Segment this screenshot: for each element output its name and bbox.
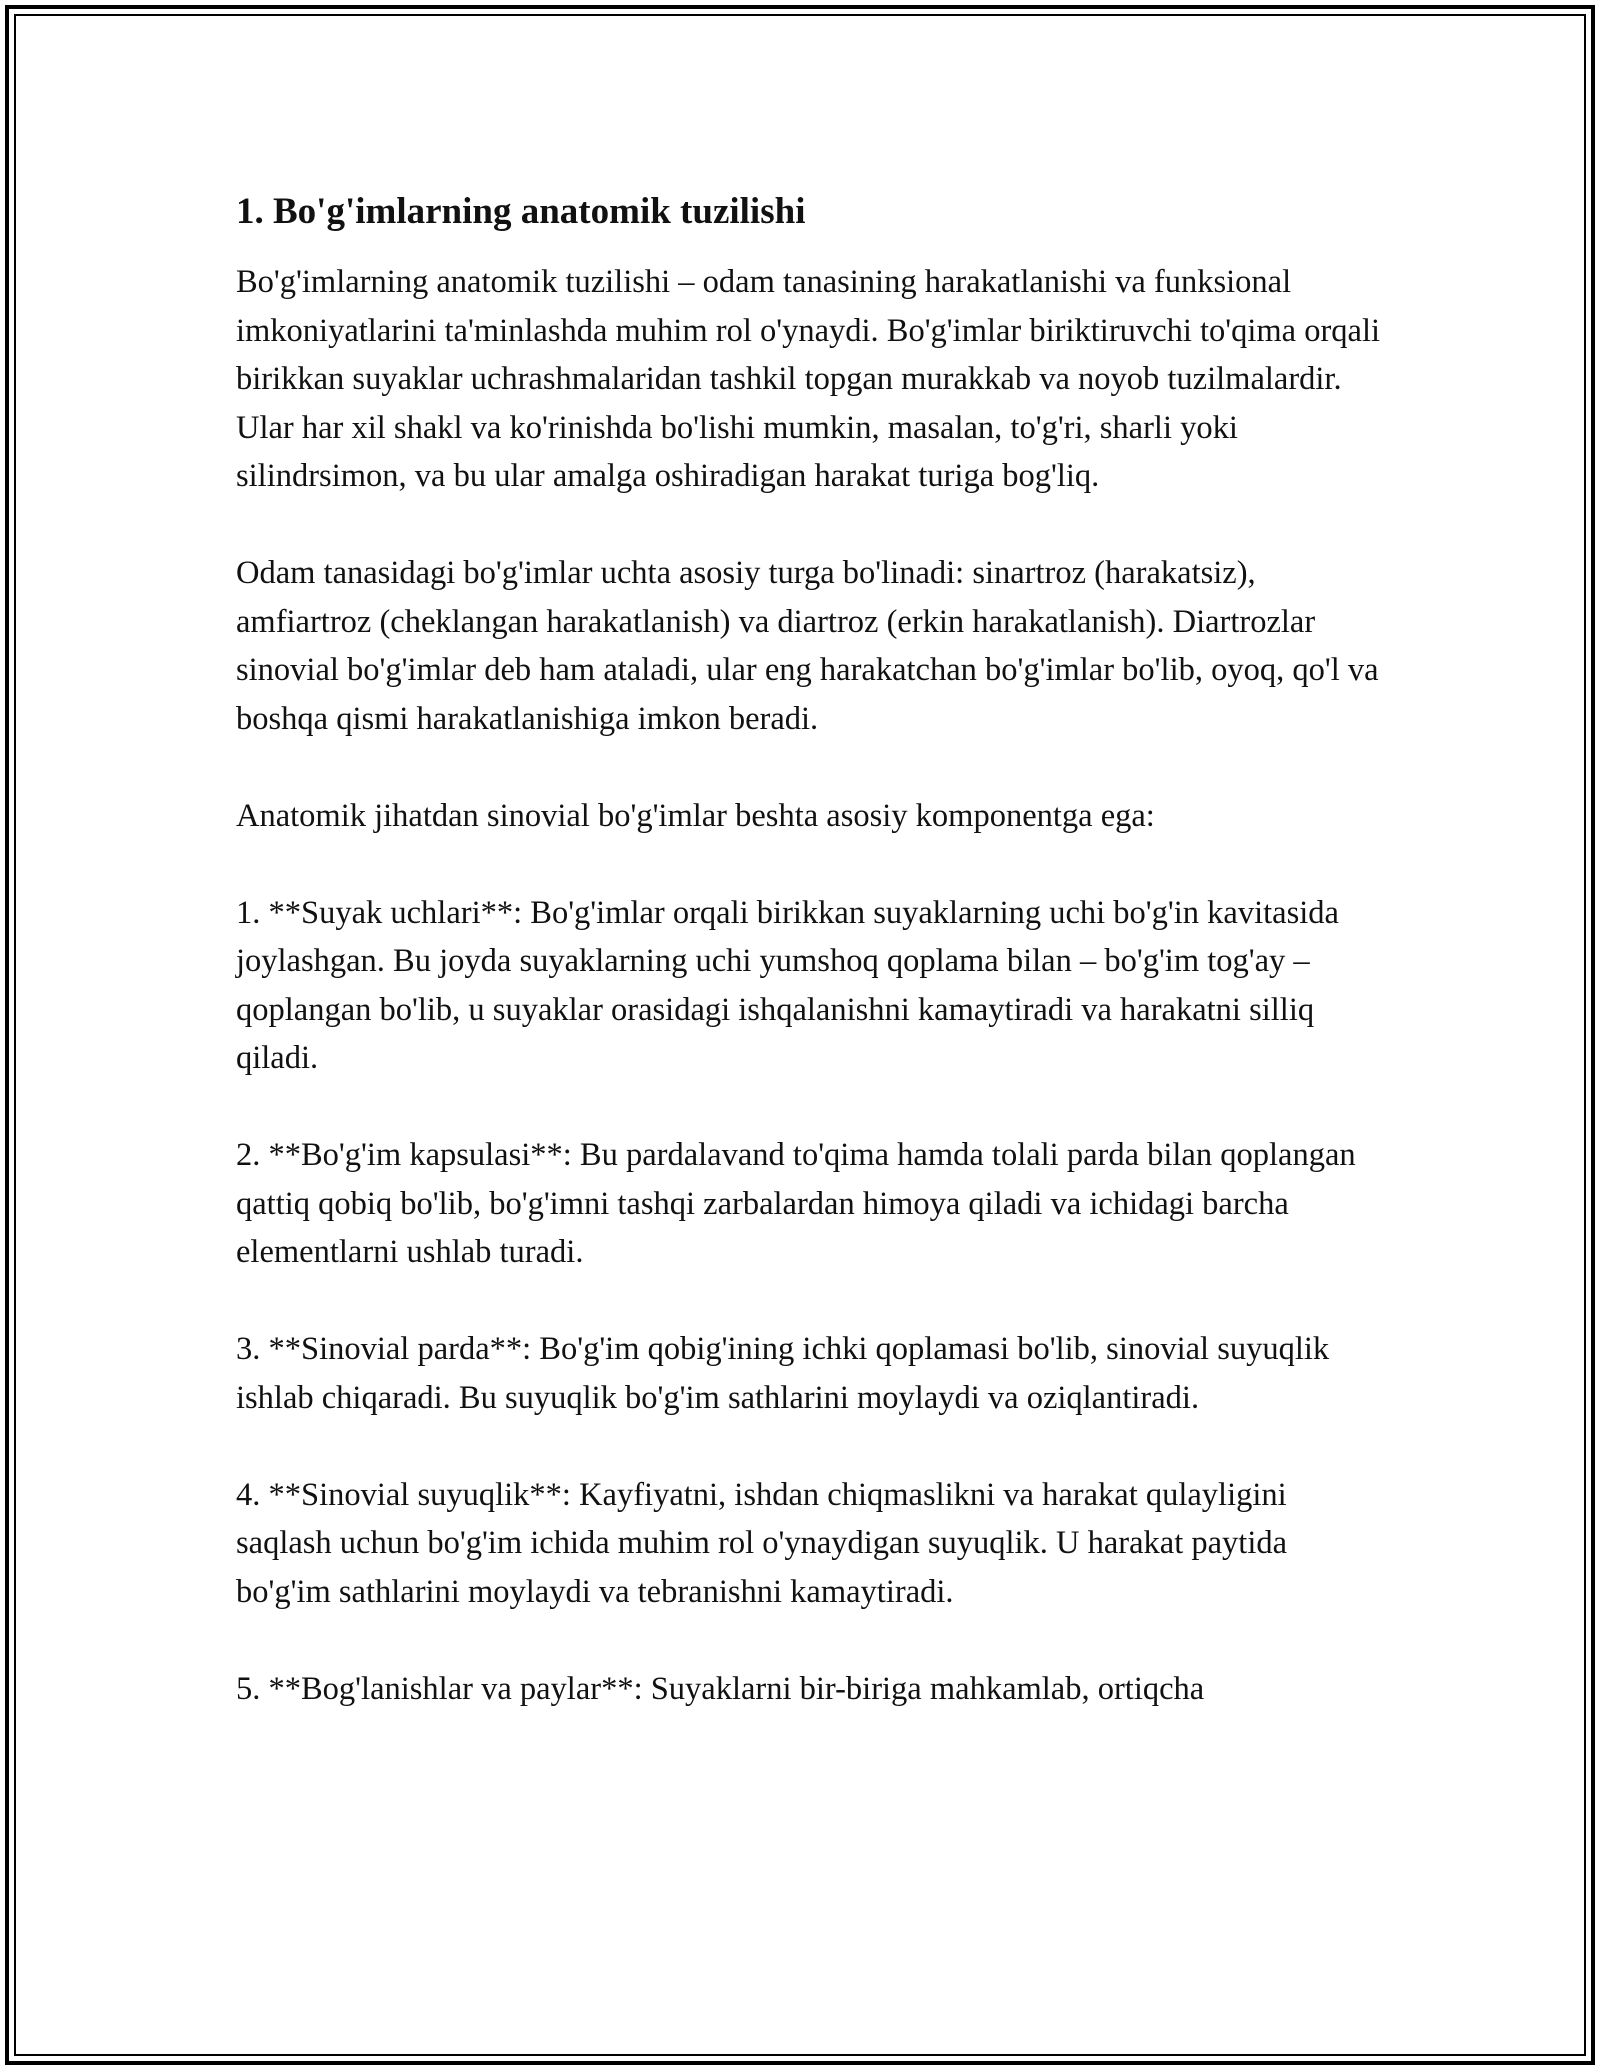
paragraph-components-intro: Anatomik jihatdan sinovial bo'g'imlar beshta asosiy komponentga ega: <box>236 797 1155 834</box>
section-heading: 1. Bo'g'imlarning anatomik tuzilishi <box>236 191 806 232</box>
paragraph-intro: Bo'g'imlarning anatomik tuzilishi – odam tanasining harakatlanishi va funksional imkoniyatlarini ta'minlashda muhim rol o'ynaydi. Bo'g'imlar biriktiruvchi to'qima orqali birikkan suyaklar uchrashmalaridan tashkil topgan murakkab va noyob tuzilmalardir. Ular har xil shakl va ko'rinishda bo'lishi mumkin, masalan, to'g'ri, sharli yoki silindrsimon, va bu ular amalga oshiradigan harakat turiga bog'liq. <box>236 264 1381 494</box>
list-item-ligaments: 5. **Bog'lanishlar va paylar**: Suyaklarni bir-biriga mahkamlab, ortiqcha <box>236 1670 1205 1707</box>
list-item-bone-ends: 1. **Suyak uchlari**: Bo'g'imlar orqali birikkan suyaklarning uchi bo'g'in kavitasida joylashgan. Bu joyda suyaklarning uchi yumshoq qoplama bilan – bo'g'im tog'ay – qoplangan bo'lib, u suyaklar orasidagi ishqalanishni kamaytiradi va harakatni silliq qiladi. <box>236 894 1339 1076</box>
list-item-synovial-fluid: 4. **Sinovial suyuqlik**: Kayfiyatni, ishdan chiqmaslikni va harakat qulayligini saqlash uchun bo'g'im ichida muhim rol o'ynaydigan suyuqlik. U harakat paytida bo'g'im sathlarini moylaydi va tebranishni kamaytiradi. <box>236 1476 1288 1610</box>
document-body <box>236 186 1381 1762</box>
list-item-joint-capsule: 2. **Bo'g'im kapsulasi**: Bu pardalavand to'qima hamda tolali parda bilan qoplangan qattiq qobiq bo'lib, bo'g'imni tashqi zarbalardan himoya qiladi va ichidagi barcha elementlarni ushlab turadi. <box>236 1137 1356 1270</box>
list-item-synovial-membrane: 3. **Sinovial parda**: Bo'g'im qobig'ining ichki qoplamasi bo'lib, sinovial suyuqlik ishlab chiqaradi. Bu suyuqlik bo'g'im sathlarini moylaydi va oziqlantiradi. <box>236 1331 1330 1416</box>
paragraph-joint-types: Odam tanasidagi bo'g'imlar uchta asosiy turga bo'linadi: sinartroz (harakatsiz), amfiartroz (cheklangan harakatlanish) va diartroz (erkin harakatlanish). Diartrozlar sinovial bo'g'imlar deb ham ataladi, ular eng harakatchan bo'g'imlar bo'lib, oyoq, qo'l va boshqa qismi harakatlanishiga imkon beradi. <box>236 555 1379 737</box>
